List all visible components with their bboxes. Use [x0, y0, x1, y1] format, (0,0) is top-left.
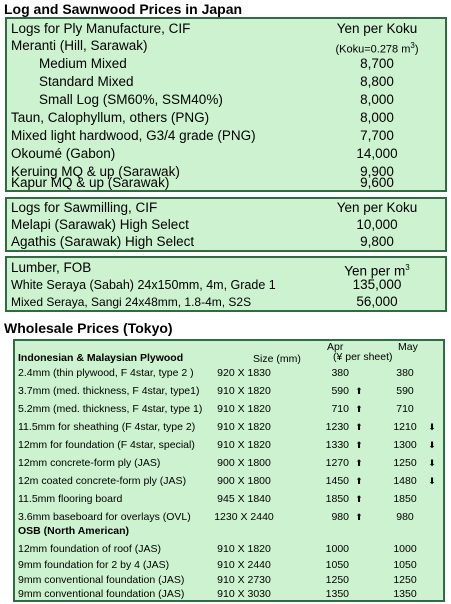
row-size: 910 X 1820 — [217, 403, 271, 415]
row-size: 910 X 1820 — [217, 543, 271, 555]
row-may: 1210 — [393, 421, 417, 433]
row-label: 3.6mm baseboard for overlays (OVL) — [18, 511, 191, 523]
col-may-header: May — [398, 341, 418, 353]
logs-saw-row — [7, 233, 445, 251]
row-label: Taun, Calophyllum, others (PNG) — [11, 110, 210, 125]
row-label: 11.5mm for sheathing (F 4star, type 2) — [18, 421, 196, 433]
row-label: Mixed light hardwood, G3/4 grade (PNG) — [11, 128, 256, 143]
logs-ply-row — [7, 145, 445, 163]
row-label: Medium Mixed — [39, 56, 127, 71]
row-value: 8,000 — [360, 110, 394, 125]
group-osb-label: OSB (North American) — [18, 525, 130, 537]
up-arrow-icon: ⬆ — [355, 458, 363, 468]
row-value: 9,800 — [360, 234, 394, 249]
row-size: 910 X 1820 — [217, 439, 271, 451]
lumber-row — [7, 293, 445, 311]
row-apr: 710 — [331, 403, 349, 415]
lumber-box — [5, 256, 447, 312]
logs-ply-row — [7, 55, 445, 73]
col-unit-header: (¥ per sheet) — [333, 351, 393, 363]
row-apr: 1050 — [325, 559, 349, 571]
row-size: 910 X 2440 — [217, 559, 271, 571]
row-may: 1000 — [393, 543, 417, 555]
row-size: 900 X 1800 — [217, 457, 271, 469]
row-label: Melapi (Sarawak) High Select — [11, 217, 189, 232]
row-label: 5.2mm (med. thickness, F 4star, type 1) — [18, 403, 203, 415]
row-label: Mixed Seraya, Sangi 24x48mm, 1.8-4m, S2S — [11, 295, 252, 309]
row-may: 710 — [396, 403, 414, 415]
logs-saw-header — [7, 199, 445, 217]
row-apr: 1330 — [325, 439, 349, 451]
lumber-header-unit: Yen per m — [344, 263, 406, 279]
row-value: 8,800 — [360, 74, 394, 89]
row-label: Agathis (Sarawak) High Select — [11, 234, 195, 249]
row-apr: 1000 — [325, 543, 349, 555]
lumber-row — [7, 276, 445, 294]
table-row — [15, 436, 443, 454]
row-value: 9,900 — [360, 164, 394, 179]
table-row — [15, 490, 443, 508]
logs-ply-row — [7, 73, 445, 91]
row-label: Okoumé (Gabon) — [11, 146, 116, 161]
row-label: 2.4mm (thin plywood, F 4star, type 2 ) — [18, 367, 194, 379]
logs-ply-row — [7, 37, 445, 55]
table-row — [15, 454, 443, 472]
row-value: 8,000 — [360, 92, 394, 107]
row-label: 12mm concrete-form ply (JAS) — [18, 457, 161, 469]
logs-ply-header-label: Logs for Ply Manufacture, CIF — [11, 21, 191, 36]
row-may: 590 — [396, 385, 414, 397]
row-may: 1850 — [393, 493, 417, 505]
row-value: 14,000 — [356, 146, 398, 161]
row-label: Small Log (SM60%, SSM40%) — [39, 92, 223, 107]
row-value: 8,700 — [360, 56, 394, 71]
up-arrow-icon: ⬆ — [355, 494, 363, 504]
row-value: 7,700 — [360, 128, 394, 143]
row-label: Standard Mixed — [39, 74, 134, 89]
row-label: 11.5mm flooring board — [18, 493, 123, 505]
down-arrow-icon: ⬇ — [428, 440, 436, 450]
lumber-header-sup: 3 — [405, 263, 410, 272]
row-apr: 1250 — [325, 574, 349, 586]
row-may: 1480 — [393, 475, 417, 487]
table-row — [15, 364, 443, 382]
down-arrow-icon: ⬇ — [428, 458, 436, 468]
koku-note-text: (Koku=0.278 m — [335, 43, 411, 56]
row-apr: 1270 — [325, 457, 349, 469]
group-osb-header — [15, 522, 443, 540]
row-label: 12mm foundation of roof (JAS) — [18, 543, 161, 555]
row-size: 910 X 1820 — [217, 385, 271, 397]
row-apr: 980 — [331, 511, 349, 523]
row-label: Kapur MQ & up (Sarawak) — [11, 175, 170, 190]
lumber-header-label: Lumber, FOB — [11, 260, 92, 275]
table-row — [15, 585, 443, 603]
row-may: 1050 — [393, 559, 417, 571]
up-arrow-icon: ⬆ — [355, 386, 363, 396]
row-apr: 1350 — [325, 588, 349, 600]
row-value: 135,000 — [352, 277, 402, 292]
row-may: 1250 — [393, 574, 417, 586]
table-row — [15, 418, 443, 436]
row-label: 12mm for foundation (F 4star, special) — [18, 439, 195, 451]
logs-saw-header-unit: Yen per Koku — [336, 200, 418, 215]
row-label: Keruing MQ & up (Sarawak) — [11, 164, 180, 179]
logs-ply-row — [7, 91, 445, 109]
row-apr: 1850 — [325, 493, 349, 505]
up-arrow-icon: ⬆ — [355, 476, 363, 486]
row-label: 9mm foundation for 2 by 4 (JAS) — [18, 559, 170, 571]
row-apr: 380 — [331, 367, 349, 379]
koku-note-sup: 3 — [410, 41, 415, 50]
logs-saw-row — [7, 216, 445, 234]
row-value: 10,000 — [356, 217, 398, 232]
row-may: 980 — [396, 511, 414, 523]
row-label: 12m coated concrete-form ply (JAS) — [18, 475, 187, 487]
row-may: 1250 — [393, 457, 417, 469]
row-size: 920 X 1830 — [217, 367, 271, 379]
row-size: 1230 X 2440 — [214, 511, 274, 523]
row-value: 56,000 — [356, 294, 398, 309]
section-title-wholesale: Wholesale Prices (Tokyo) — [4, 320, 173, 336]
logs-ply-row — [7, 127, 445, 145]
lumber-header — [7, 259, 445, 277]
row-size: 945 X 1840 — [217, 493, 271, 505]
row-apr: 590 — [331, 385, 349, 397]
row-label: 9mm conventional foundation (JAS) — [18, 574, 185, 586]
row-apr: 1230 — [325, 421, 349, 433]
wholesale-box — [13, 339, 445, 602]
logs-saw-header-label: Logs for Sawmilling, CIF — [11, 200, 158, 215]
logs-sawmilling-box — [5, 197, 447, 252]
logs-ply-header-unit: Yen per Koku — [336, 21, 418, 36]
up-arrow-icon: ⬆ — [355, 512, 363, 522]
row-value: 9,600 — [360, 175, 394, 190]
row-label: Meranti (Hill, Sarawak) — [11, 38, 148, 53]
table-row — [15, 382, 443, 400]
down-arrow-icon: ⬇ — [428, 476, 436, 486]
section-title-japan-prices: Log and Sawnwood Prices in Japan — [4, 1, 243, 17]
logs-ply-row — [7, 174, 445, 192]
row-may: 1300 — [393, 439, 417, 451]
logs-ply-header — [7, 20, 445, 38]
row-apr: 1450 — [325, 475, 349, 487]
row-may: 380 — [396, 367, 414, 379]
up-arrow-icon: ⬆ — [355, 440, 363, 450]
col-size-header: Size (mm) — [253, 353, 301, 365]
table-row — [15, 400, 443, 418]
row-size: 900 X 1800 — [217, 475, 271, 487]
koku-note-end: ) — [414, 43, 419, 56]
row-size: 910 X 3030 — [217, 588, 271, 600]
up-arrow-icon: ⬆ — [355, 404, 363, 414]
row-size: 910 X 1820 — [217, 421, 271, 433]
group-plywood-header: Indonesian & Malaysian Plywood — [18, 352, 184, 364]
row-label: White Seraya (Sabah) 24x150mm, 4m, Grade 1 — [11, 278, 276, 292]
down-arrow-icon: ⬇ — [428, 422, 436, 432]
row-may: 1350 — [393, 588, 417, 600]
table-row — [15, 472, 443, 490]
row-label: 3.7mm (med. thickness, F 4star, type1) — [18, 385, 200, 397]
row-size: 910 X 2730 — [217, 574, 271, 586]
up-arrow-icon: ⬆ — [355, 422, 363, 432]
row-label: 9mm conventional foundation (JAS) — [18, 588, 185, 600]
col-apr-header: Apr — [327, 341, 344, 353]
logs-ply-box — [5, 17, 447, 192]
logs-ply-row — [7, 109, 445, 127]
